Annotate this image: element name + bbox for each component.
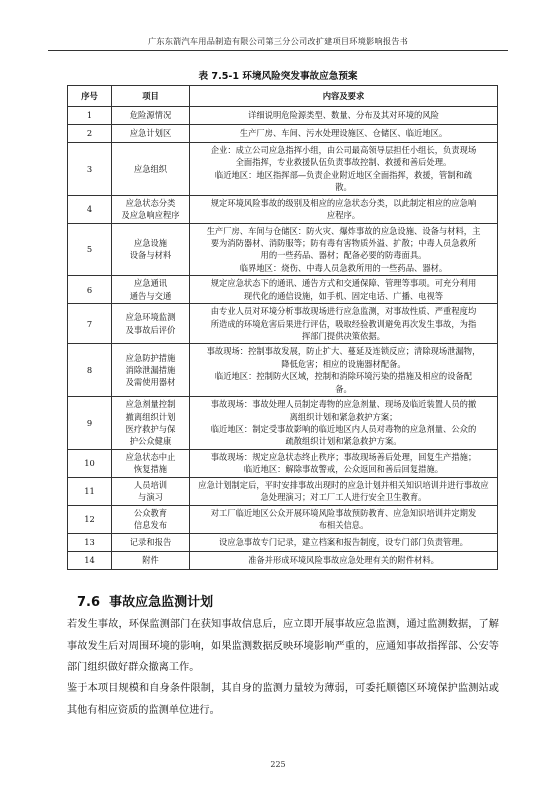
item-line: 恢复措施 (133, 464, 168, 475)
item-line: 附件 (142, 555, 159, 566)
row-requirements (190, 449, 498, 477)
row-item (112, 223, 190, 276)
row-item (112, 397, 190, 450)
requirement-line: 备。 (335, 383, 352, 394)
page-header: 广东东箭汽车用品制造有限公司第三分公司改扩建项目环境影响报告书 (48, 36, 508, 51)
row-requirements (190, 143, 498, 196)
page-number: 225 (270, 760, 286, 769)
requirement-line: 临近地区：控制防火区域，控制和消除环境污染的措施及相应的设备配 (214, 371, 473, 382)
row-number: 11 (68, 477, 112, 505)
table-row (68, 223, 498, 276)
column-header-item: 项目 (112, 86, 190, 107)
row-number: 8 (68, 344, 112, 397)
row-item (112, 143, 190, 196)
item-line: 应急状态分类 (125, 197, 176, 208)
requirement-line: 疏散组织计划和紧急救护方案。 (285, 436, 402, 447)
requirement-line: 用的一些药品、器材；配备必要的防毒面具。 (260, 250, 427, 261)
row-requirements (190, 304, 498, 344)
section-heading (77, 591, 213, 610)
row-requirements (190, 107, 498, 125)
requirement-line: 所造成的环境危害后果进行评估，吸取经验教训避免再次发生事故，为指 (210, 318, 477, 329)
requirement-line: 详细说明危险源类型、数量、分布及其对环境的风险 (248, 110, 439, 121)
row-requirements (190, 477, 498, 505)
table-row (68, 397, 498, 450)
table-row (68, 125, 498, 143)
row-item (112, 304, 190, 344)
row-number: 9 (68, 397, 112, 450)
row-item (112, 276, 190, 304)
row-requirements (190, 533, 498, 551)
requirement-line: 应急计划制定后，平时安排事故出现时的应急计划并相关知识培训并进行事故应 (198, 479, 489, 490)
item-line: 应急环境监测 (125, 312, 176, 323)
row-number: 12 (68, 505, 112, 533)
requirement-line: 现代化的通信设施，如手机、固定电话、广播、电视等 (243, 290, 444, 301)
item-line: 设备与材料 (129, 250, 172, 261)
requirement-line: 临近地区：地区指挥部—负责企业附近地区全面指挥，救援，管制和疏 (214, 169, 473, 180)
table-row (68, 449, 498, 477)
item-line: 通告与交通 (129, 290, 172, 301)
section-title: 事故应急监测计划 (109, 595, 214, 610)
row-number: 5 (68, 223, 112, 276)
requirement-line: 应程序。 (326, 210, 361, 221)
row-number: 13 (68, 533, 112, 551)
item-line: 应急通讯 (133, 278, 168, 289)
table-header-row (68, 86, 498, 107)
column-header-no: 序号 (68, 86, 112, 107)
requirement-line: 对工厂临近地区公众开展环境风险事故预防教育、应急知识培训并定期发 (210, 507, 477, 518)
requirement-line: 准备并形成环境风险事故应急处理有关的附件材料。 (248, 555, 439, 566)
requirement-line: 临近地区：解除事故警戒，公众返回和善后回复措施。 (243, 464, 444, 475)
row-requirements (190, 397, 498, 450)
item-line: 与演习 (138, 492, 163, 503)
requirement-line: 降低危害；相应的设施器材配备。 (281, 358, 406, 369)
requirement-line: 生产厂房、车间与仓储区：防火灾、爆炸事故的应急设施、设备与材料，主 (206, 225, 481, 236)
item-line: 公众教育 (133, 507, 168, 518)
row-item (112, 551, 190, 569)
table-row (68, 551, 498, 569)
row-requirements (190, 195, 498, 223)
requirement-line: 由专业人员对环境分析事故现场进行应急监测，对事故性质、严重程度均 (210, 306, 477, 317)
item-line: 人员培训 (133, 479, 168, 490)
table-row (68, 143, 498, 196)
requirement-line: 事故现场：规定应急状态终止秩序；事故现场善后处理，回复生产措施； (210, 451, 477, 462)
requirement-line: 散。 (335, 182, 352, 193)
requirement-line: 事故现场：控制事故发展，防止扩大、蔓延及连锁反应；清除现场泄漏物， (206, 346, 481, 357)
row-requirements (190, 223, 498, 276)
row-item (112, 449, 190, 477)
emergency-plan-table (67, 85, 498, 570)
row-item (112, 477, 190, 505)
table-row (68, 276, 498, 304)
row-requirements (190, 505, 498, 533)
row-requirements (190, 551, 498, 569)
requirement-line: 规定环境风险事故的级别及相应的应急状态分类，以此制定相应的应急响 (210, 197, 477, 208)
table-row (68, 533, 498, 551)
requirement-line: 临界地区：烧伤、中毒人员急救所用的一些药品、器材。 (239, 262, 448, 273)
row-item (112, 344, 190, 397)
section-number: 7.6 (77, 595, 101, 610)
table-row (68, 505, 498, 533)
item-line: 医疗救护与保 (125, 423, 176, 434)
item-line: 应急设施 (133, 238, 168, 249)
table-row (68, 107, 498, 125)
table-row (68, 344, 498, 397)
item-line: 护公众健康 (129, 436, 172, 447)
requirement-line: 挥部门提供决策依据。 (302, 331, 385, 342)
item-line: 应急剂量控制 (125, 399, 176, 410)
table-row (68, 195, 498, 223)
item-line: 应急组织 (133, 163, 168, 174)
column-header-requirements: 内容及要求 (190, 86, 498, 107)
requirement-line: 全面指挥，专业救援队伍负责事故控制、救援和善后处理。 (235, 157, 452, 168)
requirement-line: 临近地区：制定受事故影响的临近地区内人员对毒物的应急剂量、公众的 (210, 423, 477, 434)
row-item (112, 125, 190, 143)
row-number: 10 (68, 449, 112, 477)
item-line: 及应急响应程序 (121, 210, 180, 221)
table-body (68, 107, 498, 570)
row-item (112, 505, 190, 533)
item-line: 信息发布 (133, 520, 168, 531)
row-number: 6 (68, 276, 112, 304)
row-number: 1 (68, 107, 112, 125)
table-caption: 表 7.5-1 环境风险突发事故应急预案 (198, 71, 358, 82)
item-line: 记录和报告 (129, 537, 172, 548)
row-item (112, 195, 190, 223)
item-line: 撤离组织计划 (125, 411, 176, 422)
row-number: 3 (68, 143, 112, 196)
requirement-line: 事故现场：事故处理人员制定毒物的应急剂量、现场及临近装置人员的撤 (210, 399, 477, 410)
item-line: 及需使用器材 (125, 377, 176, 388)
item-line: 应急状态中止 (125, 451, 176, 462)
item-line: 应急计划区 (129, 128, 172, 139)
row-item (112, 533, 190, 551)
row-requirements (190, 125, 498, 143)
row-number: 2 (68, 125, 112, 143)
item-line: 及事故后评价 (125, 324, 176, 335)
requirement-line: 要为消防器材、消防服等；防有毒有害物质外溢、扩散；中毒人员急救所 (210, 238, 477, 249)
row-item (112, 107, 190, 125)
table-row (68, 304, 498, 344)
paragraph: 若发生事故，环保监测部门在获知事故信息后，应立即开展事故应急监测，通过监测数据，了解事故发生后对周围环境的影响，如果监测数据反映环境影响严重的，应通知事故指挥部、公安等部门组织做好群众撤离工作。 (67, 619, 499, 673)
row-number: 14 (68, 551, 112, 569)
item-line: 应急防护措施 (125, 352, 176, 363)
item-line: 消除泄漏措施 (125, 365, 176, 376)
requirement-line: 规定应急状态下的通讯、通告方式和交通保障、管理等事项。可充分利用 (210, 278, 477, 289)
paragraph: 鉴于本项目规模和自身条件限制，其自身的监测力量较为薄弱，可委托顺德区环境保护监测站或其他有相应资质的监测单位进行。 (67, 683, 499, 716)
row-requirements (190, 276, 498, 304)
row-number: 4 (68, 195, 112, 223)
item-line: 危险源情况 (129, 110, 172, 121)
requirement-line: 离组织计划和紧急救护方案； (289, 411, 398, 422)
table-row (68, 477, 498, 505)
row-number: 7 (68, 304, 112, 344)
requirement-line: 生产厂房、车间、污水处理设施区、仓储区、临近地区。 (239, 128, 448, 139)
requirement-line: 急处理演习；对工厂工人进行安全卫生教育。 (260, 492, 427, 503)
requirement-line: 设应急事故专门记录，建立档案和报告制度，设专门部门负责管理。 (219, 537, 468, 548)
row-requirements (190, 344, 498, 397)
requirement-line: 布相关信息。 (318, 520, 369, 531)
requirement-line: 企业：成立公司应急指挥小组，由公司最高领导层担任小组长，负责现场 (210, 145, 477, 155)
